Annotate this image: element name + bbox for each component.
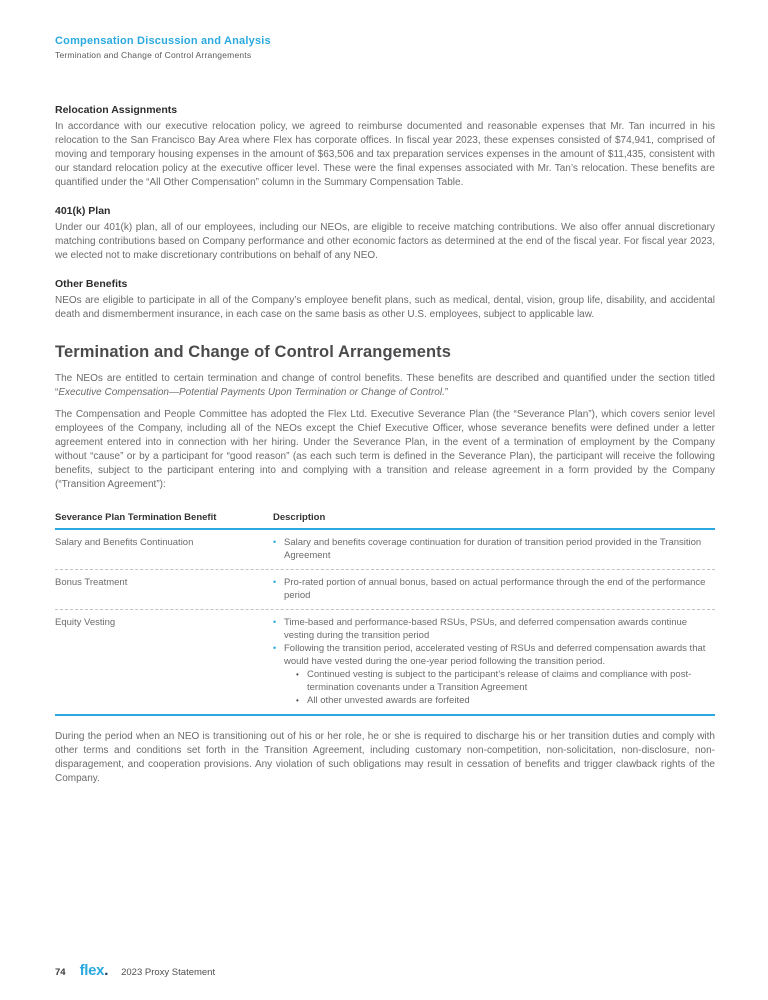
sub-bullet-text: All other unvested awards are forfeited bbox=[307, 695, 470, 706]
bullet-item bbox=[273, 616, 715, 642]
bullet-text: Time-based and performance-based RSUs, PSUs, and deferred compensation awards continue vesting during the transition period bbox=[284, 617, 688, 641]
termination-paragraph-1 bbox=[55, 372, 715, 400]
bullet-icon: • bbox=[273, 643, 277, 653]
table-row-bonus-treatment bbox=[55, 569, 715, 609]
benefit-cell: Salary and Benefits Continuation bbox=[55, 537, 194, 548]
bullet-text: Salary and benefits coverage continuation for duration of transition period provided in the Transition Agreement bbox=[284, 537, 702, 561]
termination-paragraph-1-prefix: The NEOs are entitled to certain termination and change of control benefits. These benefits are described and quantified under the section titled “ bbox=[55, 373, 715, 398]
sub-bullet-item bbox=[296, 668, 715, 694]
table-header-description: Description bbox=[273, 512, 326, 523]
page-footer bbox=[55, 962, 216, 979]
termination-paragraph-2: The Compensation and People Committee has adopted the Flex Ltd. Executive Severance Plan (the “Severance Plan”), which covers senior level employees of the Company, including all of the NEOs except the Chief Executive Officer, whose severance benefits were defined under a letter agreement entered into in connection with her hiring. Under the Severance Plan, in the event of a termination of employment by the Company without “cause” or by a participant for “good reason” (as each such term is defined in the Severance Plan), the participant will receive the following benefits, subject to the participant entering into and complying with a transition and release agreement in a form provided by the Company (“Transition Agreement”): bbox=[55, 409, 715, 490]
description-cell bbox=[273, 536, 715, 562]
bullet-item bbox=[273, 642, 715, 707]
sub-bullet-item bbox=[296, 694, 715, 707]
breadcrumb bbox=[55, 35, 715, 60]
section-body-401k-plan: Under our 401(k) plan, all of our employees, including our NEOs, are eligible to receive matching contributions. We also offer annual discretionary matching contributions based on Company performance and other economic factors as determined at the end of the fiscal year. For fiscal year 2023, we elected not to make discretionary contributions on behalf of any NEO. bbox=[55, 222, 715, 261]
termination-paragraph-1-suffix: ” bbox=[444, 387, 449, 398]
section-heading-other-benefits: Other Benefits bbox=[55, 278, 128, 290]
table-header-benefit: Severance Plan Termination Benefit bbox=[55, 512, 217, 523]
breadcrumb-subtitle: Termination and Change of Control Arrangements bbox=[55, 50, 252, 60]
section-heading-401k-plan: 401(k) Plan bbox=[55, 205, 111, 217]
severance-table bbox=[55, 508, 715, 716]
bullet-item bbox=[273, 536, 715, 562]
bullet-icon: • bbox=[273, 537, 277, 547]
severance-table-body bbox=[55, 530, 715, 716]
sub-bullet-text: Continued vesting is subject to the participant’s release of claims and compliance with post-termination covenants under a Transition Agreement bbox=[307, 669, 692, 693]
bullet-text: Pro-rated portion of annual bonus, based on actual performance through the end of the performance period bbox=[284, 577, 706, 601]
sub-bullet-icon: • bbox=[296, 670, 299, 679]
bullet-text: Following the transition period, accelerated vesting of RSUs and deferred compensation awards that would have vested during the one-year period following the transition period. bbox=[284, 643, 706, 667]
flex-logo-dot: . bbox=[104, 962, 109, 979]
benefit-cell: Bonus Treatment bbox=[55, 577, 128, 588]
section-body-other-benefits: NEOs are eligible to participate in all of the Company’s employee benefit plans, such as medical, dental, vision, group life, disability, and accidental death and dismemberment insurance, in each case on the same basis as other U.S. employees, subject to applicable law. bbox=[55, 295, 715, 320]
section-heading-relocation-assignments: Relocation Assignments bbox=[55, 104, 178, 116]
closing-paragraph: During the period when an NEO is transitioning out of his or her role, he or she is required to discharge his or her transition duties and comply with other terms and conditions set forth in the Transition Agreement, including customary non-competition, non-solicitation, non-disclosure, non-disparagement, and cooperation provisions. Any violation of such obligations may result in cessation of benefits and trigger clawback rights of the Company. bbox=[55, 731, 715, 784]
description-cell bbox=[273, 616, 715, 707]
table-row-equity-vesting bbox=[55, 609, 715, 714]
breadcrumb-title: Compensation Discussion and Analysis bbox=[55, 35, 271, 47]
bullet-icon: • bbox=[273, 577, 277, 587]
sub-bullet-icon: • bbox=[296, 696, 299, 705]
description-cell bbox=[273, 576, 715, 602]
footer-label: 2023 Proxy Statement bbox=[121, 967, 216, 978]
severance-table-header-row bbox=[55, 508, 715, 530]
flex-logo-text: flex bbox=[79, 962, 105, 979]
flex-logo bbox=[79, 962, 109, 979]
termination-paragraph-1-italic-title: Executive Compensation—Potential Payments Upon Termination or Change of Control. bbox=[58, 387, 445, 398]
page-number: 74 bbox=[55, 967, 66, 978]
benefit-cell: Equity Vesting bbox=[55, 617, 116, 628]
table-row-salary-continuation bbox=[55, 530, 715, 569]
section-body-relocation-assignments: In accordance with our executive relocation policy, we agreed to reimburse documented and reasonable expenses that Mr. Tan incurred in his relocation to the San Francisco Bay Area where Flex has corporate offices. In fiscal year 2023, these expenses consisted of $74,941, comprised of moving and temporary housing expenses in the amount of $63,506 and tax preparation services expenses in the amount of $11,435, consistent with our standard relocation policy at the executive officer level. These were the final expenses associated with Mr. Tan’s relocation. These benefits are quantified under the “All Other Compensation” column in the Summary Compensation Table. bbox=[55, 121, 715, 188]
page-title: Termination and Change of Control Arrangements bbox=[55, 343, 452, 361]
bullet-item bbox=[273, 576, 715, 602]
bullet-icon: • bbox=[273, 617, 277, 627]
